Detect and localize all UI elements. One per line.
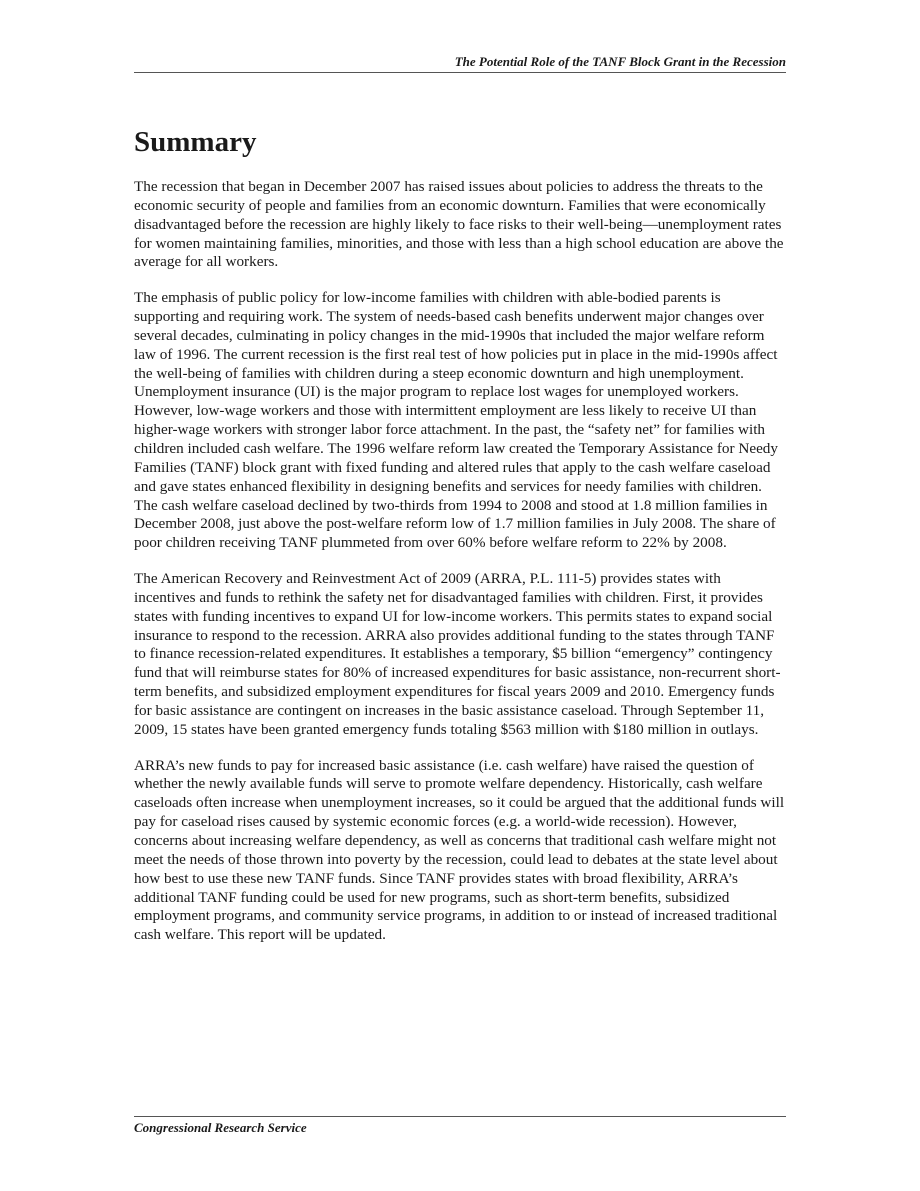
footer-divider bbox=[134, 1116, 786, 1117]
summary-body bbox=[134, 178, 786, 962]
header-divider bbox=[134, 72, 786, 73]
running-footer: Congressional Research Service bbox=[134, 1120, 307, 1135]
summary-paragraph-3: The American Recovery and Reinvestment Act of 2009 (ARRA, P.L. 111-5) provides states with incentives and funds to rethink the safety net for disadvantaged families with children. First, it provides states with funding incentives to expand UI for low-income workers. This permits states to expand social insurance to respond to the recession. ARRA also provides additional funding to the states through TANF to finance recession-related expenditures. It establishes a temporary, $5 billion “emergency” contingency fund that will reimburse states for 80% of increased expenditures for basic assistance, non-recurrent short-term benefits, and subsidized employment expenditures for fiscal years 2009 and 2010. Emergency funds for basic assistance are contingent on increases in the basic assistance caseload. Through September 11, 2009, 15 states have been granted emergency funds totaling $563 million with $180 million in outlays. bbox=[134, 570, 781, 738]
page-title: Summary bbox=[134, 126, 257, 158]
summary-paragraph-2: The emphasis of public policy for low-income families with children with able-bodied parents is supporting and requiring work. The system of needs-based cash benefits underwent major changes over several decades, culminating in policy changes in the mid-1990s that included the major welfare reform law of 1996. The current recession is the first real test of how policies put in place in the mid-1990s affect the well-being of families with children during a steep economic downturn and high unemployment. Unemployment insurance (UI) is the major program to replace lost wages for unemployed workers. However, low-wage workers and those with intermittent employment are less likely to receive UI than higher-wage workers with stronger labor force attachment. In the past, the “safety net” for families with children included cash welfare. The 1996 welfare reform law created the Temporary Assistance for Needy Families (TANF) block grant with fixed funding and altered rules that apply to the cash welfare caseload and gave states enhanced flexibility in designing benefits and services for needy families with children. The cash welfare caseload declined by two-thirds from 1994 to 2008 and stood at 1.8 million families in December 2008, just above the post-welfare reform low of 1.7 million families in July 2008. The share of poor children receiving TANF plummeted from over 60% before welfare reform to 22% by 2008. bbox=[134, 289, 778, 552]
running-header: The Potential Role of the TANF Block Grant in the Recession bbox=[454, 54, 786, 69]
summary-paragraph-1: The recession that began in December 2007 has raised issues about policies to address the threats to the economic security of people and families from an economic downturn. Families that were economically disadvantaged before the recession are highly likely to face risks to their well-being—unemployment rates for women maintaining families, minorities, and those with less than a high school education are above the average for all workers. bbox=[134, 178, 784, 271]
summary-paragraph-4: ARRA’s new funds to pay for increased basic assistance (i.e. cash welfare) have raised the question of whether the newly available funds will serve to promote welfare dependency. Historically, cash welfare caseloads often increase when unemployment increases, so it could be argued that the additional funds will pay for caseload rises caused by systemic economic forces (e.g. a world-wide recession). However, concerns about increasing welfare dependency, as well as concerns that traditional cash welfare might not meet the needs of those thrown into poverty by the recession, could lead to debates at the state level about how best to use these new TANF funds. Since TANF provides states with broad flexibility, ARRA’s additional TANF funding could be used for new programs, such as short-term benefits, subsidized employment programs, and community service programs, in addition to or instead of increased traditional cash welfare. This report will be updated. bbox=[134, 756, 785, 944]
